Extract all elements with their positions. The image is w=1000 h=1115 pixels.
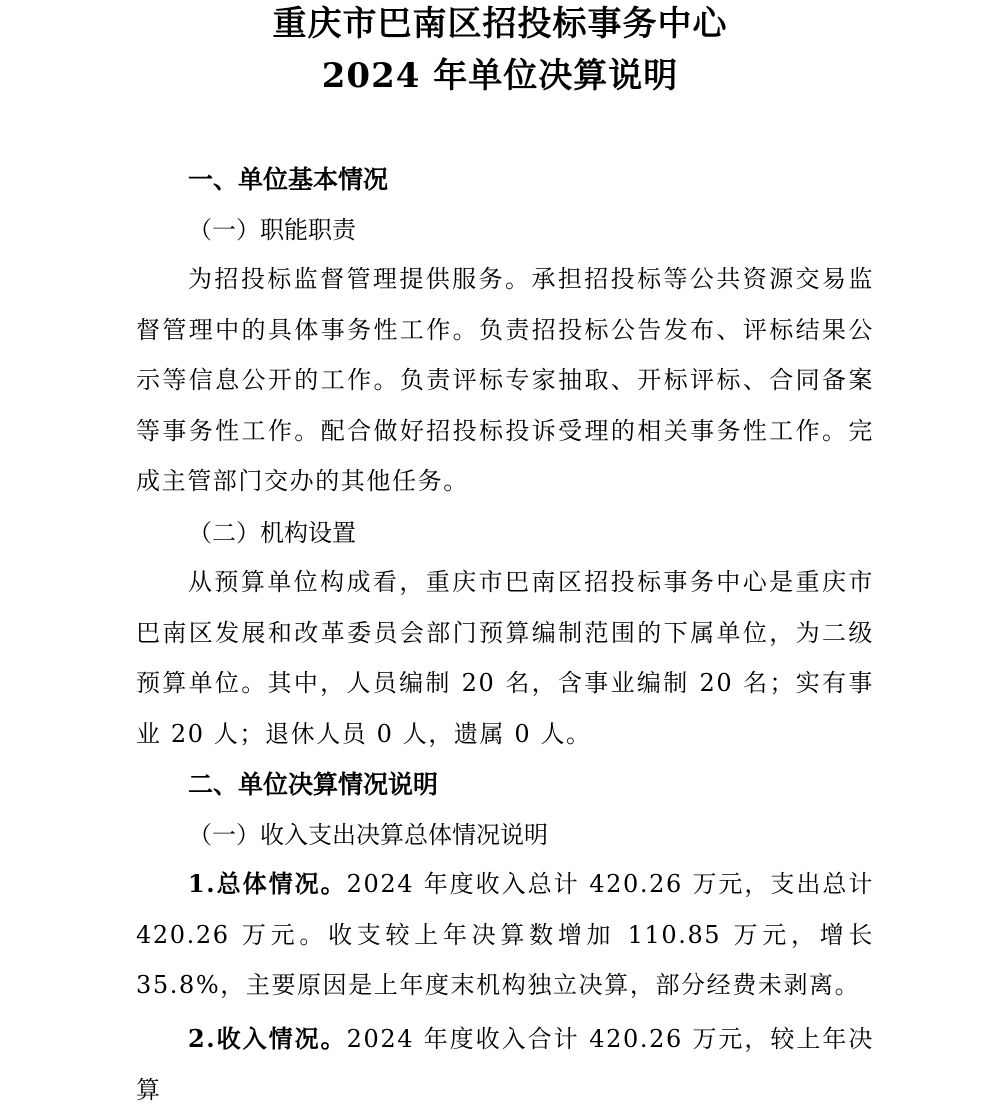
income-situation-label: 2.收入情况。 [188,1024,347,1053]
subsection-heading-functions: （一）职能职责 [188,216,356,244]
subsection-heading-organization: （二）机构设置 [188,519,356,547]
overall-situation-paragraph [136,859,874,1011]
income-situation-text: 2024 年度收入合计 420.26 万元，较上年决算 [136,1025,874,1104]
functions-paragraph: 为招投标监督管理提供服务。承担招投标等公共资源交易监督管理中的具体事务性工作。负责招投标公告发布、评标结果公示等信息公开的工作。负责评标专家抽取、开标评标、合同备案等事务性工作。配合做好招投标投诉受理的相关事务性工作。完成主管部门交办的其他任务。 [136,265,874,495]
overall-situation-label: 1.总体情况。 [188,869,347,898]
income-situation-paragraph [136,1014,874,1115]
section-heading-final-accounts: 二、单位决算情况说明 [188,770,439,799]
section-heading-basic-info: 一、单位基本情况 [188,165,389,194]
subsection-heading-income-expense: （一）收入支出决算总体情况说明 [188,821,548,849]
overall-situation-text: 2024 年度收入总计 420.26 万元，支出总计 420.26 万元。收支较上年决算数增加 110.85 万元，增长 35.8%，主要原因是上年度末机构独立决算，部分经费未剥离。 [136,870,874,999]
document-title: 重庆市巴南区招投标事务中心 [272,4,728,44]
document-subtitle: 2024 年单位决算说明 [321,56,679,96]
organization-paragraph: 从预算单位构成看，重庆市巴南区招投标事务中心是重庆市巴南区发展和改革委员会部门预算编制范围的下属单位，为二级预算单位。其中，人员编制 20 名，含事业编制 20 名；实有事业 20 人；退休人员 0 人，遗属 0 人。 [136,568,874,748]
